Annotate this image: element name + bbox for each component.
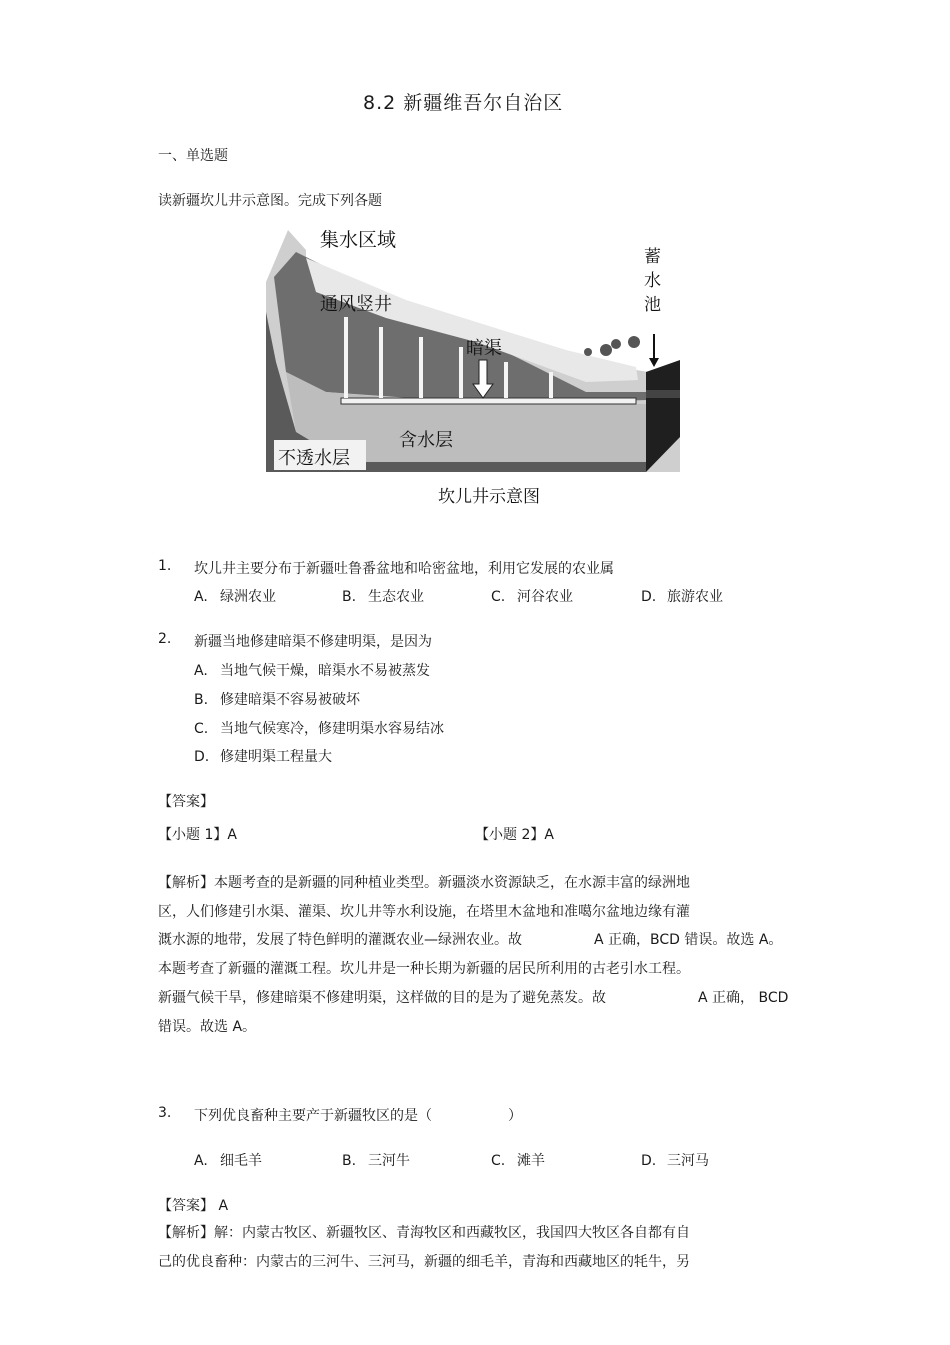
answer3-analysis-2: 己的优良畜种：内蒙古的三河牛、三河马，新疆的细毛羊，青海和西藏地区的牦牛，另 — [158, 1254, 690, 1270]
q1-option-c: C. 河谷农业 — [491, 589, 573, 605]
q3-stem: 下列优良畜种主要产于新疆牧区的是（ — [194, 1108, 432, 1124]
q2-stem: 新疆当地修建暗渠不修建明渠，是因为 — [194, 634, 432, 650]
analysis-line-3-tail: A 正确，BCD 错误。故选 A。 — [594, 932, 783, 948]
karez-diagram — [266, 222, 680, 510]
q3-option-c: C. 滩羊 — [491, 1153, 545, 1169]
q2-option-d: D. 修建明渠工程量大 — [194, 749, 332, 765]
svg-text:水: 水 — [644, 271, 661, 291]
svg-text:池: 池 — [644, 295, 661, 315]
section-heading: 一、单选题 — [158, 148, 228, 164]
q2-option-a: A. 当地气候干燥，暗渠水不易被蒸发 — [194, 663, 430, 679]
label-channel: 暗渠 — [466, 338, 502, 359]
q1-stem: 坎儿井主要分布于新疆吐鲁番盆地和哈密盆地，利用它发展的农业属 — [194, 561, 614, 577]
label-catchment: 集水区域 — [320, 229, 397, 251]
analysis-line-2: 区，人们修建引水渠、灌渠、坎儿井等水利设施，在塔里木盆地和准噶尔盆地边缘有灌 — [158, 904, 690, 920]
figure-caption: 坎儿井示意图 — [438, 487, 540, 507]
intro-text: 读新疆坎儿井示意图。完成下列各题 — [158, 193, 382, 209]
q3-stem-close: ） — [508, 1108, 522, 1124]
underground-channel — [341, 398, 636, 404]
analysis-line-3: 溉水源的地带，发展了特色鲜明的灌溉农业—绿洲农业。故 — [158, 932, 522, 948]
q1-number: 1. — [158, 558, 172, 574]
q3-option-d: D. 三河马 — [641, 1153, 709, 1169]
q1-option-b: B. 生态农业 — [342, 589, 424, 605]
page-title: 8.2 新疆维吾尔自治区 — [363, 92, 564, 114]
q1-option-a: A. 绿洲农业 — [194, 589, 276, 605]
label-impermeable: 不透水层 — [278, 448, 350, 469]
answer-sub2: 【小题 2】A — [475, 827, 554, 843]
q2-option-c: C. 当地气候寒冷，修建明渠水容易结冰 — [194, 721, 444, 737]
label-reservoir — [644, 247, 661, 315]
answer-header: 【答案】 — [158, 794, 214, 810]
q3-option-b: B. 三河牛 — [342, 1153, 410, 1169]
label-aquifer: 含水层 — [399, 430, 453, 451]
analysis-line-4: 本题考查了新疆的灌溉工程。坎儿井是一种长期为新疆的居民所利用的古老引水工程。 — [158, 961, 690, 977]
q3-option-a: A. 细毛羊 — [194, 1153, 262, 1169]
analysis-line-5-tail: A 正确， BCD — [698, 990, 789, 1006]
answer-sub1: 【小题 1】A — [158, 827, 237, 843]
label-shaft: 通风竖井 — [320, 294, 392, 315]
answer3-header: 【答案】 A — [158, 1198, 229, 1214]
q2-number: 2. — [158, 631, 172, 647]
analysis-line-6: 错误。故选 A。 — [158, 1019, 257, 1035]
q2-option-b: B. 修建暗渠不容易被破坏 — [194, 692, 360, 708]
q3-number: 3. — [158, 1105, 172, 1121]
analysis-line-1: 【解析】本题考查的是新疆的同种植业类型。新疆淡水资源缺乏，在水源丰富的绿洲地 — [158, 875, 690, 891]
svg-text:蓄: 蓄 — [644, 247, 661, 267]
analysis-line-5: 新疆气候干旱，修建暗渠不修建明渠，这样做的目的是为了避免蒸发。故 — [158, 990, 606, 1006]
answer3-analysis-1: 【解析】解：内蒙古牧区、新疆牧区、青海牧区和西藏牧区，我国四大牧区各自都有自 — [158, 1225, 690, 1241]
q1-option-d: D. 旅游农业 — [641, 589, 723, 605]
